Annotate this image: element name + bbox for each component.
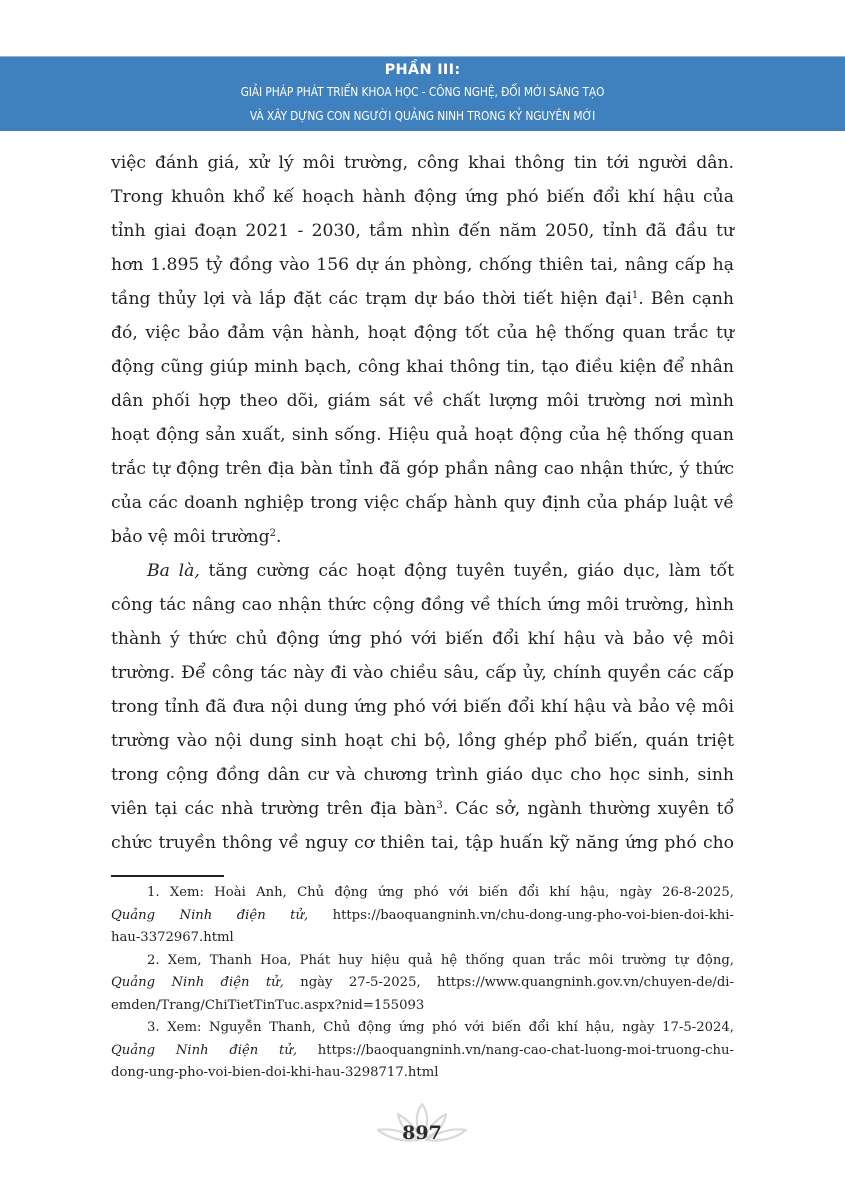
body-text (111, 146, 734, 860)
footnote-separator (111, 875, 224, 877)
footnote-3 (111, 1017, 734, 1085)
text-segment: . (276, 527, 282, 547)
footnote-link[interactable]: ngày 27-5-2025, https://www.quangninh.gov.vn/chuyen-de/di- (283, 975, 734, 990)
footnote-line: 3. Xem: Nguyễn Thanh, Chủ động ứng phó với biến đổi khí hậu, ngày 17-5-2024, (147, 1020, 734, 1035)
page-number-block (372, 1098, 472, 1154)
source-name: Quảng Ninh điện tử, (111, 1042, 298, 1058)
text-line (111, 792, 734, 826)
text-line: trắc tự động trên địa bàn tỉnh đã góp phần nâng cao nhận thức, ý thức (111, 459, 734, 479)
lead-phrase: Ba là, (147, 561, 200, 581)
footnote-2 (111, 950, 734, 1018)
text-line: hơn 1.895 tỷ đồng vào 156 dự án phòng, chống thiên tai, nâng cấp hạ (111, 255, 734, 275)
source-name: Quảng Ninh điện tử, (111, 975, 284, 990)
footnote-1 (111, 882, 734, 950)
text-line: trường. Để công tác này đi vào chiều sâu, cấp ủy, chính quyền các cấp (111, 663, 734, 683)
text-line: công tác nâng cao nhận thức cộng đồng về thích ứng môi trường, hình (111, 595, 734, 615)
footnote-line (111, 1040, 734, 1063)
footnote-link[interactable]: hau-3372967.html (111, 930, 234, 945)
source-name: Quảng Ninh điện tử, (111, 907, 309, 923)
page-number: 897 (402, 1122, 442, 1144)
part-title: PHẦN III: (384, 62, 461, 78)
text-line (111, 282, 734, 316)
footnote-line (111, 905, 734, 928)
paragraph-2 (111, 554, 734, 860)
text-segment: bảo vệ môi trường (111, 527, 270, 547)
paragraph-1 (111, 146, 734, 554)
footnote-ref-1[interactable]: 1 (631, 290, 639, 301)
text-line (111, 520, 734, 554)
footnote-link[interactable]: https://baoquangninh.vn/chu-dong-ung-pho-voi-bien-doi-khi- (308, 907, 734, 923)
part-subtitle-line-2: VÀ XÂY DỰNG CON NGƯỜI QUẢNG NINH TRONG KỶ NGUYÊN MỚI (249, 108, 596, 123)
text-segment: tầng thủy lợi và lắp đặt các trạm dự báo thời tiết hiện đại (111, 289, 632, 309)
text-line: tỉnh giai đoạn 2021 - 2030, tầm nhìn đến năm 2050, tỉnh đã đầu tư (111, 221, 734, 241)
footnote-ref-2[interactable]: 2 (269, 528, 276, 539)
text-line: trường vào nội dung sinh hoạt chi bộ, lồng ghép phổ biến, quán triệt (111, 731, 734, 751)
text-line: động cũng giúp minh bạch, công khai thông tin, tạo điều kiện để nhân (111, 357, 734, 377)
text-line: của các doanh nghiệp trong việc chấp hành quy định của pháp luật về (111, 493, 734, 513)
text-line: thành ý thức chủ động ứng phó với biến đổi khí hậu và bảo vệ môi (111, 629, 734, 649)
footnote-link[interactable]: https://baoquangninh.vn/nang-cao-chat-luong-moi-truong-chu- (297, 1042, 734, 1058)
footnote-line (111, 972, 734, 995)
text-line (111, 554, 734, 588)
text-segment: . Các sở, ngành thường xuyên tổ (442, 799, 734, 819)
footnote-link[interactable]: emden/Trang/ChiTietTinTuc.aspx?nid=155093 (111, 997, 425, 1013)
text-segment: . Bên cạnh (638, 289, 734, 309)
text-segment: tăng cường các hoạt động tuyên tuyền, giáo dục, làm tốt (199, 561, 734, 581)
footnote-link[interactable]: dong-ung-pho-voi-bien-doi-khi-hau-3298717.html (111, 1065, 439, 1080)
part-subtitle-line-1: GIẢI PHÁP PHÁT TRIỂN KHOA HỌC - CÔNG NGHỆ, ĐỔI MỚI SÁNG TẠO (240, 84, 605, 99)
text-line: hoạt động sản xuất, sinh sống. Hiệu quả hoạt động của hệ thống quan (111, 425, 734, 445)
section-header-banner (0, 56, 845, 131)
text-segment: viên tại các nhà trường trên địa bàn (111, 799, 437, 819)
text-line: trong cộng đồng dân cư và chương trình giáo dục cho học sinh, sinh (111, 765, 734, 785)
footnote-line: 1. Xem: Hoài Anh, Chủ động ứng phó với biến đổi khí hậu, ngày 26-8-2025, (147, 885, 734, 900)
text-line: việc đánh giá, xử lý môi trường, công khai thông tin tới người dân. (111, 153, 734, 173)
text-line: Trong khuôn khổ kế hoạch hành động ứng phó biến đổi khí hậu của (111, 187, 734, 207)
footnote-line: 2. Xem, Thanh Hoa, Phát huy hiệu quả hệ thống quan trắc môi trường tự động, (147, 952, 734, 968)
footnote-ref-3[interactable]: 3 (436, 800, 443, 811)
text-line: trong tỉnh đã đưa nội dung ứng phó với biến đổi khí hậu và bảo vệ môi (111, 697, 734, 717)
text-line: đó, việc bảo đảm vận hành, hoạt động tốt của hệ thống quan trắc tự (111, 323, 734, 343)
text-line: chức truyền thông về nguy cơ thiên tai, tập huấn kỹ năng ứng phó cho (111, 833, 734, 853)
text-line: dân phối hợp theo dõi, giám sát về chất lượng môi trường nơi mình (111, 391, 734, 411)
footnotes (111, 882, 734, 1085)
